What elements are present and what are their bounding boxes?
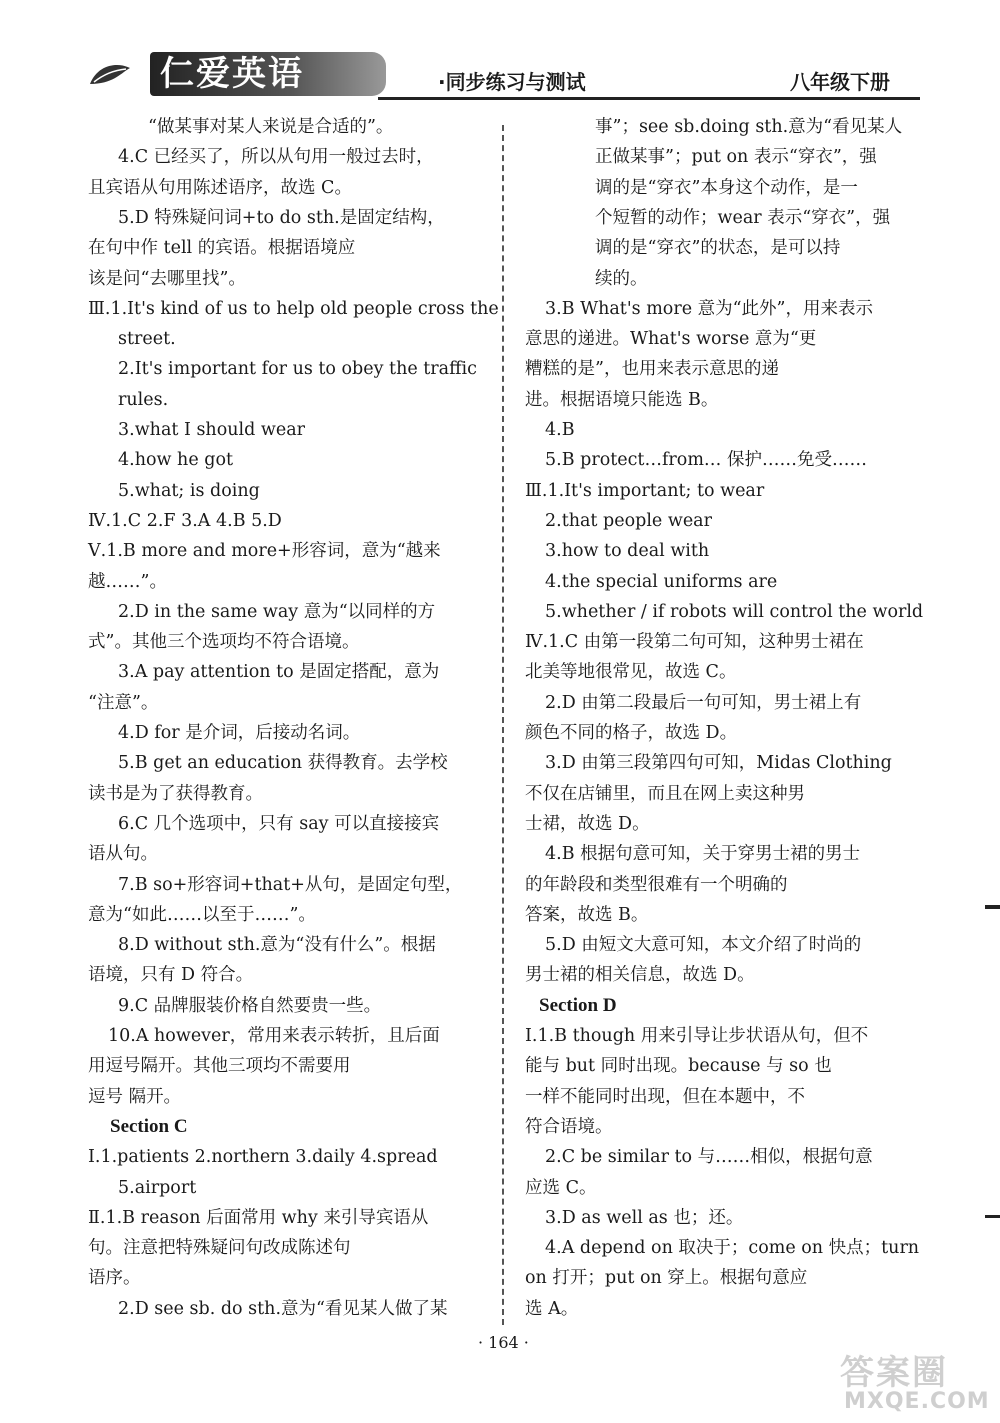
- answer-line: street.: [118, 329, 176, 350]
- answer-line: 调的是“穿衣”本身这个动作，是一: [595, 177, 858, 198]
- answer-line: Ⅴ.1.B more and more+形容词，意为“越来: [88, 541, 441, 562]
- answer-line: 5.D 特殊疑问词+to do sth.是固定结构，: [118, 207, 445, 228]
- answer-line: Ⅲ.1.It's kind of us to help old people cross the: [88, 298, 499, 319]
- answer-line: 意为“如此……以至于……”。: [88, 904, 316, 925]
- answer-line: 2.D in the same way 意为“以同样的方: [118, 601, 436, 622]
- page-header: [78, 50, 920, 102]
- answer-line: Ⅳ.1.C 2.F 3.A 4.B 5.D: [88, 510, 282, 531]
- column-divider: [502, 125, 504, 1325]
- answer-line: 在句中作 tell 的宾语。根据语境应: [88, 238, 356, 259]
- answer-line: 能与 but 同时出现。because 与 so 也: [525, 1056, 832, 1077]
- book-subtitle: ·同步练习与测试: [438, 70, 586, 94]
- answer-line: 语境，只有 D 符合。: [88, 965, 254, 986]
- answer-line: 式”。其他三个选项均不符合语境。: [88, 632, 360, 653]
- answer-line: 意思的递进。What's worse 意为“更: [525, 329, 817, 350]
- grade-label: 八年级下册: [790, 70, 890, 94]
- answer-line: 2.C be similar to 与……相似，根据句意: [545, 1147, 873, 1168]
- answer-line: 9.C 品牌服装价格自然要贵一些。: [118, 995, 382, 1016]
- answer-line: Ⅲ.1.It's important; to wear: [525, 480, 765, 501]
- answer-line: 符合语境。: [525, 1116, 613, 1137]
- answer-line: 个短暂的动作；wear 表示“穿衣”，强: [595, 207, 891, 228]
- answer-line: 8.D without sth.意为“没有什么”。根据: [118, 935, 436, 956]
- page-number: · 164 ·: [478, 1333, 529, 1352]
- answer-line: 该是问“去哪里找”。: [88, 268, 246, 289]
- answer-line: 2.It's important for us to obey the traffic: [118, 359, 477, 380]
- answer-line: 用逗号隔开。其他三项均不需要用: [88, 1056, 351, 1077]
- answer-line: 事”；see sb.doing sth.意为“看见某人: [595, 117, 903, 137]
- answer-line: 5.D 由短文大意可知，本文介绍了时尚的: [545, 935, 862, 956]
- answer-line: 士裙，故选 D。: [525, 813, 650, 834]
- answer-line: 2.D 由第二段最后一句可知，男士裙上有: [545, 692, 862, 713]
- answer-line: 4.the special uniforms are: [545, 571, 778, 592]
- answer-line: 且宾语从句用陈述语序，故选 C。: [88, 177, 352, 198]
- answer-line: 语从句。: [88, 844, 158, 865]
- answer-line: 7.B so+形容词+that+从句，是固定句型，: [118, 874, 463, 895]
- answer-line: Section D: [539, 994, 617, 1016]
- watermark-url: MXQE.COM: [844, 1389, 990, 1414]
- answer-line: 5.whether / if robots will control the world: [545, 601, 924, 622]
- answer-line: 北美等地很常见，故选 C。: [525, 662, 737, 683]
- answer-line: 2.D see sb. do sth.意为“看见某人做了某: [118, 1298, 448, 1319]
- answer-line: 6.C 几个选项中，只有 say 可以直接接宾: [118, 813, 440, 834]
- answer-line: 4.B 根据句意可知，关于穿男士裙的男士: [545, 844, 861, 865]
- answer-line: 越……”。: [88, 571, 167, 592]
- answer-line: 正做某事”；put on 表示“穿衣”，强: [595, 147, 877, 168]
- watermark-logo: [840, 1345, 990, 1420]
- answer-line: Ⅰ.1.B though 用来引导让步状语从句，但不: [525, 1026, 869, 1046]
- answer-line: 男士裙的相关信息，故选 D。: [525, 965, 755, 986]
- answer-line: 4.A depend on 取决于；come on 快点；turn: [545, 1238, 920, 1259]
- answer-line: 续的。: [595, 268, 648, 289]
- leaf-logo-icon: [88, 62, 132, 90]
- answer-line: 颜色不同的格子，故选 D。: [525, 723, 738, 743]
- answer-line: 选 A。: [525, 1298, 579, 1319]
- answer-line: 不仅在店铺里，而且在网上卖这种男: [525, 783, 805, 804]
- answer-line: 一样不能同时出现，但在本题中，不: [525, 1086, 805, 1107]
- answer-line: 3.how to deal with: [545, 541, 710, 562]
- answer-line: 10.A however，常用来表示转折，且后面: [108, 1026, 440, 1046]
- answer-line: 5.B protect…from… 保护……免受……: [545, 450, 867, 471]
- answer-line: 糟糕的是”，也用来表示意思的递: [525, 359, 779, 380]
- edge-mark: [985, 1215, 1000, 1218]
- answer-line: 4.how he got: [118, 450, 234, 471]
- watermark-text: 答案圈: [840, 1353, 948, 1393]
- answer-line: 句。注意把特殊疑问句改成陈述句: [88, 1238, 351, 1259]
- answer-line: “做某事对某人来说是合适的”。: [148, 117, 394, 137]
- answer-line: 3.what I should wear: [118, 420, 306, 440]
- answer-line: on 打开；put on 穿上。根据句意应: [525, 1268, 808, 1289]
- answer-line: 4.D for 是介词，后接动名词。: [118, 723, 361, 743]
- brand-title: 仁爱英语: [150, 52, 386, 96]
- answer-line: 2.that people wear: [545, 510, 712, 531]
- answer-line: 读书是为了获得教育。: [88, 783, 263, 804]
- answer-line: 语序。: [88, 1268, 141, 1289]
- answer-line: “注意”。: [88, 692, 159, 713]
- header-rule: [378, 97, 920, 100]
- edge-mark: [985, 905, 1000, 909]
- answer-line: 答案，故选 B。: [525, 904, 649, 925]
- answer-line: 的年龄段和类型很难有一个明确的: [525, 874, 788, 895]
- answer-line: 调的是“穿衣”的状态，是可以持: [595, 238, 841, 259]
- answer-line: Section C: [110, 1115, 188, 1137]
- answer-line: 5.airport: [118, 1177, 197, 1198]
- answer-line: 3.D as well as 也；还。: [545, 1207, 744, 1228]
- answer-line: 4.C 已经买了，所以从句用一般过去时，: [118, 147, 434, 168]
- answer-line: 5.B get an education 获得教育。去学校: [118, 753, 448, 774]
- answer-line: Ⅳ.1.C 由第一段第二句可知，这种男士裙在: [525, 632, 864, 653]
- answer-line: 3.A pay attention to 是固定搭配，意为: [118, 662, 440, 683]
- answer-line: 应选 C。: [525, 1177, 597, 1198]
- answer-line: 逗号 隔开。: [88, 1086, 182, 1107]
- answer-line: 进。根据语境只能选 B。: [525, 389, 719, 410]
- answer-line: 3.D 由第三段第四句可知，Midas Clothing: [545, 753, 892, 774]
- answer-line: 5.what; is doing: [118, 480, 260, 501]
- answer-line: 3.B What's more 意为“此外”，用来表示: [545, 298, 874, 319]
- answer-line: 4.B: [545, 420, 575, 440]
- answer-line: Ⅱ.1.B reason 后面常用 why 来引导宾语从: [88, 1207, 429, 1228]
- answer-line: rules.: [118, 389, 169, 410]
- answer-line: Ⅰ.1.patients 2.northern 3.daily 4.spread: [88, 1147, 438, 1168]
